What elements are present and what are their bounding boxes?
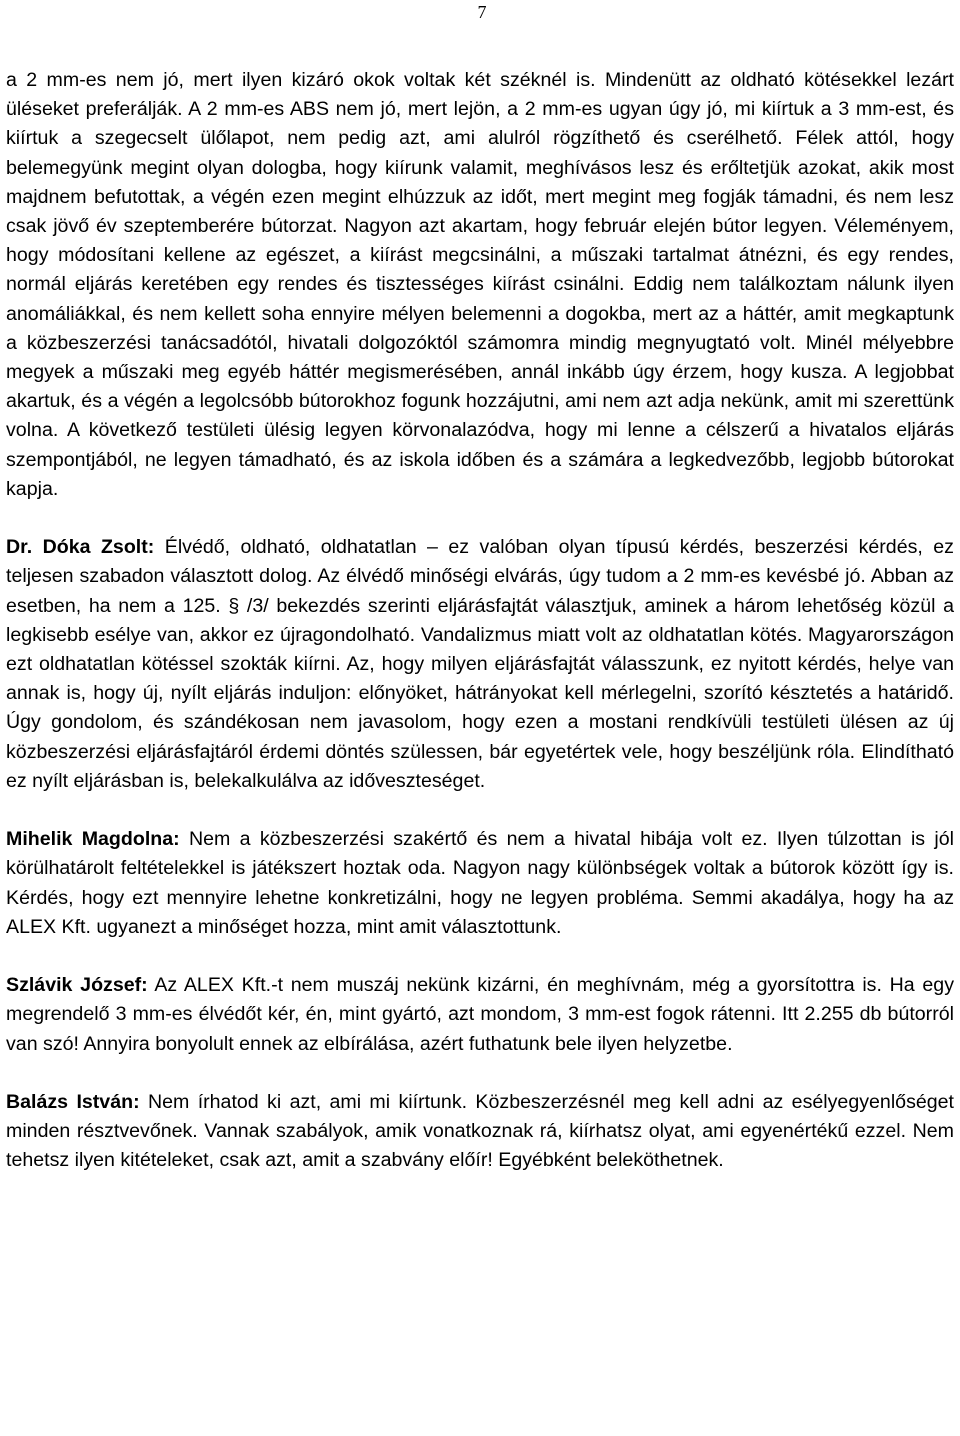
paragraph-szlavik-jozsef (6, 971, 954, 1059)
paragraph-continuation (6, 66, 954, 504)
paragraph-mihelik-magdolna (6, 825, 954, 942)
paragraph-text: a 2 mm-es nem jó, mert ilyen kizáró okok voltak két széknél is. Mindenütt az oldható kötésekkel lezárt üléseket preferálják. A 2 mm-es ABS nem jó, mert lejön, a 2 mm-es ugyan úgy jó, mi kiírtuk a 3 mm-est, és kiírtuk a szegecselt ülőlapot, nem pedig azt, ami alulról rögzíthető és cserélhető. Félek attól, hogy belemegyünk megint olyan dologba, hogy kiírunk valamit, meghívásos lesz és erőltetjük azokat, akik most majdnem befutottak, a végén ezen megint elhúzzuk az időt, mert megint meg fogják támadni, és nem lesz csak jövő év szeptemberére bútorzat. Nagyon azt akartam, hogy február elején bútor legyen. Véleményem, hogy módosítani kellene az egészet, a kiírást megcsinálni, a műszaki tartalmat átnézni, és egy rendes, normál eljárás keretében egy rendes és tisztességes kiírást csinálni. Eddig nem találkoztam nálunk ilyen anomáliákkal, és nem kellett soha ennyire mélyen belemenni a dogokba, mert az a háttér, amit megkaptunk a közbeszerzési tanácsadótól, hivatali dolgozóktól számomra mindig megnyugtató volt. Minél mélyebbre megyek a műszaki meg egyéb háttér megismerésében, annál inkább úgy érzem, hogy kusza. A legjobbat akartuk, és a végén a legolcsóbb bútorokhoz fogunk hozzájutni, ami nem azt adja nekünk, amit mi szerettünk volna. A következő testületi ülésig legyen körvonalazódva, hogy mi lenne a célszerű a hivatalos eljárás szempontjából, ne legyen támadható, és az iskola időben és a számára a legkedvezőbb, legjobb bútorokat kapja. (6, 69, 954, 500)
paragraph-text: Nem írhatod ki azt, ami mi kiírtunk. Közbeszerzésnél meg kell adni az esélyegyenlőséget minden résztvevőnek. Vannak szabályok, amik vonatkoznak rá, kiírhatsz olyat, ami egyenértékű ezzel. Nem tehetsz ilyen kitételeket, csak azt, amit a szabvány előír! Egyébként beleköthetnek. (6, 1091, 954, 1172)
paragraph-text: Élvédő, oldható, oldhatatlan – ez valóban olyan típusú kérdés, beszerzési kérdés, ez teljesen szabadon választott dolog. Az élvédő minőségi elvárás, úgy tudom a 2 mm-es kevésbé jó. Abban az esetben, ha nem a 125. § /3/ bekezdés szerinti eljárásfajtát választjuk, aminek a három lehetőség közül a legkisebb esélye van, akkor ez újragondolható. Vandalizmus miatt volt az oldhatatlan kötés. Magyarországon ezt oldhatatlan kötéssel szokták kiírni. Az, hogy milyen eljárásfajtát válasszunk, ez nyitott kérdés, helye van annak is, hogy új, nyílt eljárás induljon: előnyöket, hátrányokat kell mérlegelni, szorító késztetés a határidő. Úgy gondolom, és szándékosan nem javasolom, hogy ezen a mostani rendkívüli testületi ülésen az új közbeszerzési eljárásfajtáról érdemi döntés szülessen, bár egyetértek vele, hogy beszéljünk róla. Elindítható ez nyílt eljárásban is, belekalkulálva az időveszteséget. (6, 536, 954, 792)
paragraph-text: Az ALEX Kft.-t nem muszáj nekünk kizárni, én meghívnám, még a gyorsítottra is. Ha egy megrendelő 3 mm-es élvédőt kér, én, mint gyártó, azt mondom, 3 mm-est fogok rátenni. Itt 2.255 db bútorról van szó! Annyira bonyolult ennek az elbírálása, azért futhatunk bele ilyen helyzetbe. (6, 974, 954, 1055)
document-body (6, 66, 954, 1176)
page-number: 7 (477, 2, 487, 22)
paragraph-doka-zsolt (6, 533, 954, 796)
paragraph-text: Nem a közbeszerzési szakértő és nem a hivatal hibája volt ez. Ilyen túlzottan is jól körülhatárolt feltételekkel is játékszert hoztak oda. Nagyon nagy különbségek voltak a bútorok között így is. Kérdés, hogy ezt mennyire lehetne konkretizálni, hogy ne legyen probléma. Semmi akadálya, hogy ha az ALEX Kft. ugyanezt a minőséget hozza, mint amit választottunk. (6, 828, 954, 938)
speaker-name: Balázs István: (6, 1091, 140, 1114)
speaker-name: Dr. Dóka Zsolt: (6, 536, 155, 559)
speaker-name: Szlávik József: (6, 974, 148, 997)
speaker-name: Mihelik Magdolna: (6, 828, 180, 851)
paragraph-balazs-istvan (6, 1088, 954, 1176)
